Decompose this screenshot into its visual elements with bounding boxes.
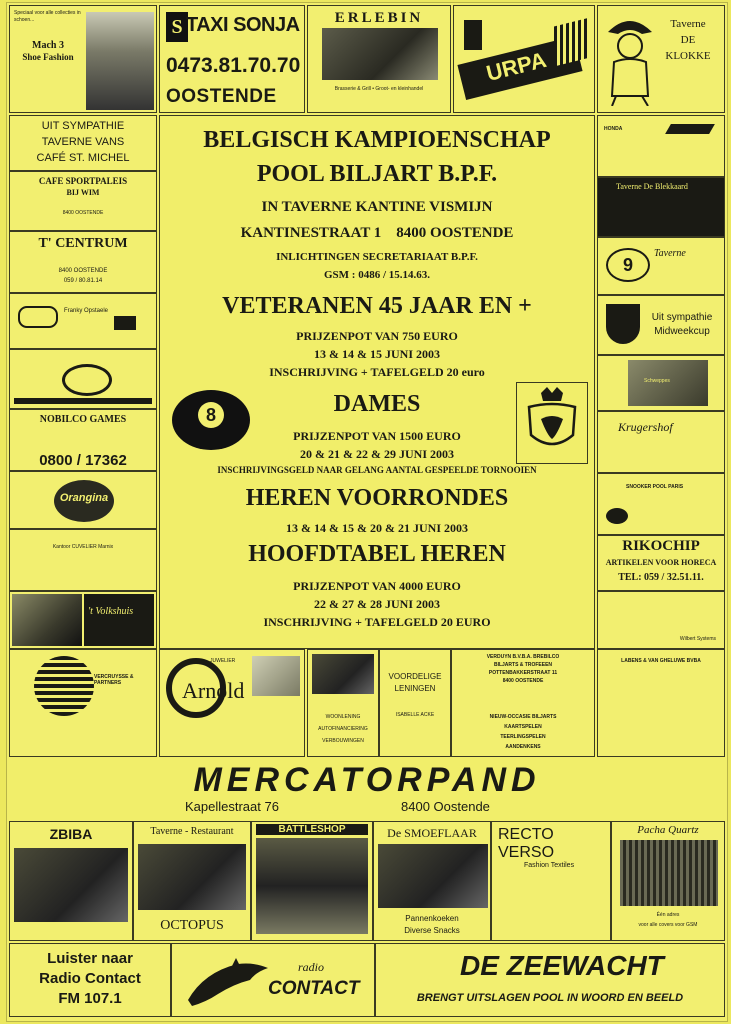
ad-sympathie: [9, 115, 157, 171]
mercator-street: Kapellestraat 76: [185, 799, 279, 814]
radio-text-3: FM 107.1: [58, 990, 122, 1007]
honda-wing-icon: [665, 124, 715, 134]
centrum-phone: 059 / 80.81.14: [63, 278, 103, 284]
battleshop-photo: [256, 838, 368, 934]
radio-text-2: Radio Contact: [39, 970, 141, 987]
ad-arnold: [159, 649, 305, 757]
crest-shield-icon: [517, 383, 587, 463]
ad-vercruysse: [9, 649, 157, 757]
taxi-logo-icon: S: [166, 12, 188, 42]
ad-radio-text: [9, 943, 171, 1017]
ad-nobilco: [9, 409, 157, 471]
napoleon-icon: [602, 16, 658, 106]
honda-logo: HONDA: [604, 126, 623, 132]
house-photo: [312, 654, 374, 694]
hoofd-fee: INSCHRIJVING + TAFELGELD 20 EURO: [263, 615, 491, 629]
ad-schweppes: [597, 355, 725, 411]
arnold-name: Arnold: [182, 678, 245, 703]
ad-taverne-9: [597, 237, 725, 295]
octopus-top: Taverne - Restaurant: [150, 826, 234, 837]
ad-smoeflaar: [373, 821, 491, 941]
rikochip-sub: ARTIKELEN VOOR HORECA: [605, 558, 717, 567]
heren-title: HEREN VOORRONDES: [245, 485, 509, 511]
leningen-1: VOORDELIGE: [388, 672, 442, 681]
ad-t-centrum: [9, 231, 157, 293]
ad-zeewacht: [375, 943, 725, 1017]
verduyn2-4: AANDENKENS: [505, 744, 541, 750]
verduyn2-3: TEERLINGSPELEN: [500, 734, 546, 740]
erlebin-name: ERLEBIN: [334, 10, 424, 26]
building-photo: [86, 12, 154, 110]
taxi-city: OOSTENDE: [166, 86, 277, 107]
ad-snooker: [597, 473, 725, 535]
mach3-line1: Mach 3: [32, 40, 64, 51]
mach3-line2: Shoe Fashion: [22, 52, 74, 62]
smoeflaar-item-2: Diverse Snacks: [404, 926, 460, 935]
main-venue: IN TAVERNE KANTINE VISMIJN: [261, 199, 493, 215]
verduyn-2: BILJARTS & TROFEEEN: [493, 662, 553, 668]
main-title-2: POOL BILJART B.P.F.: [256, 161, 498, 187]
ad-battleshop: [251, 821, 373, 941]
urpa-name: URPA: [483, 47, 549, 86]
sportpaleis-sub: BIJ WIM: [66, 188, 100, 197]
mercator-city: 8400 Oostende: [401, 799, 490, 814]
zbiba-name: ZBIBA: [49, 826, 93, 842]
ad-leningen: [379, 649, 451, 757]
ad-verzekeringen: [9, 529, 157, 591]
vercruysse-name: VERCRUYSSE & PARTNERS: [94, 674, 134, 686]
klokke-line3: KLOKKE: [665, 50, 711, 62]
dames-title: DAMES: [333, 391, 421, 417]
crest-icon: [516, 382, 588, 464]
sympathie-line2: TAVERNE VANS: [41, 136, 125, 148]
ad-klokke: [597, 5, 725, 113]
orangina-name: Orangina: [59, 492, 109, 504]
radio-logo-small: radio: [298, 960, 325, 974]
arnold-top: JUWELIER: [210, 658, 236, 664]
volkshuis-box: [84, 594, 154, 646]
main-title-1: BELGISCH KAMPIOENSCHAP: [203, 127, 551, 153]
krugershof-name: Krugershof: [618, 420, 673, 434]
ad-wilbert: [597, 591, 725, 649]
hoofd-dates: 22 & 27 & 28 JUNI 2003: [314, 597, 440, 611]
taxi-phone: 0473.81.70.70: [166, 54, 301, 77]
rikochip-title: RIKOCHIP: [622, 538, 700, 554]
veterans-fee: INSCHRIJVING + TAFELGELD 20 euro: [269, 365, 485, 379]
snooker-table-icon: [606, 508, 628, 524]
pacha-line2: voor alle covers voor GSM: [638, 922, 698, 928]
urpa-tower-icon: [464, 20, 482, 50]
dolphin-icon: [184, 954, 276, 1010]
rikochip-phone: TEL: 059 / 32.51.11.: [618, 572, 704, 583]
ad-pacha: [611, 821, 725, 941]
volkshuis-name: 't Volkshuis: [88, 606, 134, 617]
snooker-name: SNOOKER POOL PARIS: [626, 484, 684, 490]
circle-logo-icon: [62, 364, 112, 396]
leningen-2: LENINGEN: [394, 684, 436, 693]
hoofd-prize: PRIJZENPOT VAN 4000 EURO: [293, 579, 461, 593]
veterans-title: VETERANEN 45 JAAR EN +: [222, 293, 532, 319]
schweppes-name: Schweppes: [644, 378, 670, 384]
labens-name: LABENS & VAN GHELUWE BVBA: [621, 658, 701, 664]
hoofd-title: HOOFDTABEL HEREN: [248, 541, 506, 567]
franky-name: Franky Opstaele: [64, 308, 109, 314]
octopus-name: OCTOPUS: [160, 918, 224, 933]
verduyn2-2: KAARTSPELEN: [504, 724, 542, 730]
mercator-title: MERCATORPAND: [193, 761, 541, 799]
ad-verduyn: [451, 649, 595, 757]
ad-fineprint: Brasserie & Grill • Groot- en kleinhandel: [334, 86, 424, 92]
people-photo: [12, 594, 82, 646]
verduyn-4: 8400 OOSTENDE: [502, 678, 544, 684]
blekkaard-name: Taverne De Blekkaard: [616, 182, 688, 191]
ad-rikochip: [597, 535, 725, 591]
uit-sympathie-line2: Midweekcup: [654, 326, 710, 337]
radio-text-1: Luister naar: [47, 950, 133, 967]
zbiba-photo: [14, 848, 128, 922]
ad-erlebin: [307, 5, 451, 113]
ad-krugershof: [597, 411, 725, 473]
smoeflaar-photo: [378, 844, 488, 908]
ad-uit-sympathie: [597, 295, 725, 355]
recto-name: RECTO VERSO: [498, 826, 555, 861]
mercator-banner: [9, 759, 725, 819]
eight-ball-number: 8: [198, 402, 224, 428]
verduyn-3: POTTENBAKKERSTRAAT 11: [488, 670, 558, 676]
ad-small-logo: [9, 349, 157, 409]
jewel-photo: [252, 656, 300, 696]
ad-woonlening: [307, 649, 379, 757]
isabelle-name: ISABELLE ACKE: [395, 712, 435, 718]
divider-bar: [14, 398, 152, 404]
recto-sub: Fashion Textiles: [524, 862, 575, 869]
klokke-line2: DE: [680, 34, 696, 46]
verduyn2-1: NIEUW-OCCASIE BILJARTS: [489, 714, 557, 720]
sympathie-line3: CAFÉ ST. MICHEL: [36, 152, 130, 164]
bike-icon: [18, 306, 58, 328]
pacha-name: Pacha Quartz: [637, 824, 699, 836]
urpa-stripes: [554, 18, 590, 67]
ad-franky: [9, 293, 157, 349]
ad-orangina: [9, 471, 157, 529]
uit-sympathie-line1: Uit sympathie: [651, 312, 713, 323]
ad-zbiba: [9, 821, 133, 941]
dames-fee: INSCHRIJVINGSGELD NAAR GELANG AANTAL GESPEELDE TORNOOIEN: [217, 465, 537, 475]
wilbert-name: Wilbert Systems: [679, 636, 716, 642]
radio-logo-big: CONTACT: [268, 978, 360, 999]
pacha-line1: Één adres: [656, 912, 680, 918]
centrum-title: T' CENTRUM: [38, 236, 128, 251]
veterans-dates: 13 & 14 & 15 JUNI 2003: [314, 347, 440, 361]
main-address: KANTINESTRAAT 1 8400 OOSTENDE: [240, 225, 514, 241]
ad-blekkaard: [597, 177, 725, 237]
veterans-prize: PRIJZENPOT VAN 750 EURO: [296, 329, 458, 343]
ad-recto-verso: [491, 821, 611, 941]
smoeflaar-name: De SMOEFLAAR: [387, 826, 477, 840]
ad-urpa: [453, 5, 595, 113]
heren-dates: 13 & 14 & 15 & 20 & 21 JUNI 2003: [286, 521, 468, 535]
main-announcement: [159, 115, 595, 649]
zeewacht-sub: BRENGT UITSLAGEN POOL IN WOORD EN BEELD: [416, 992, 684, 1004]
ad-radio-logo: [171, 943, 375, 1017]
erlebin-photo: [322, 28, 438, 80]
klokke-line1: Taverne: [670, 18, 706, 30]
ad-fineprint: Speciaal voor alle collecties in schoen...: [14, 10, 81, 23]
shop-icon: [114, 316, 136, 330]
nobilco-title: NOBILCO GAMES: [39, 414, 127, 425]
woonlening-2: AUTOFINANCIERING: [318, 726, 368, 732]
verzekeringen-title: Kantoor CUVELIER Marnix: [52, 544, 114, 550]
nobilco-phone: 0800 / 17362: [39, 452, 127, 469]
battleshop-name: BATTLESHOP: [256, 824, 368, 835]
ad-sportpaleis: [9, 171, 157, 231]
ad-mach3: [9, 5, 157, 113]
nine-ball-icon: 9: [606, 248, 650, 282]
ad-labens: [597, 649, 725, 757]
woonlening-1: WOONLENING: [325, 714, 361, 720]
octopus-photo: [138, 844, 246, 910]
dames-dates: 20 & 21 & 22 & 29 JUNI 2003: [300, 447, 454, 461]
verduyn-1: VERDUYN B.V.B.A. BREBILCO: [486, 654, 560, 660]
centrum-city: 8400 OOSTENDE: [58, 268, 108, 274]
dames-prize: PRIJZENPOT VAN 1500 EURO: [293, 429, 461, 443]
taverne9-name: Taverne: [654, 248, 686, 259]
sportpaleis-city: 8400 OOSTENDE: [62, 210, 104, 216]
shield-icon: [606, 304, 640, 344]
main-gsm: GSM : 0486 / 15.14.63.: [323, 269, 431, 281]
woonlening-3: VERBOUWINGEN: [322, 738, 364, 744]
sympathie-line1: UIT SYMPATHIE: [41, 120, 125, 132]
ad-taxi-sonja: [159, 5, 305, 113]
poster: [6, 2, 728, 1022]
ad-honda: [597, 115, 725, 177]
ad-octopus: [133, 821, 251, 941]
taxi-name: TAXI SONJA: [186, 14, 300, 36]
ad-volkshuis: [9, 591, 157, 649]
pacha-photo: [620, 840, 718, 906]
zeewacht-title: DE ZEEWACHT: [460, 950, 664, 981]
smoeflaar-item-1: Pannenkoeken: [405, 914, 459, 923]
sportpaleis-title: CAFE SPORTPALEIS: [38, 176, 128, 186]
vercruysse-logo-icon: [34, 656, 94, 716]
main-info: INLICHTINGEN SECRETARIAAT B.P.F.: [276, 251, 478, 263]
